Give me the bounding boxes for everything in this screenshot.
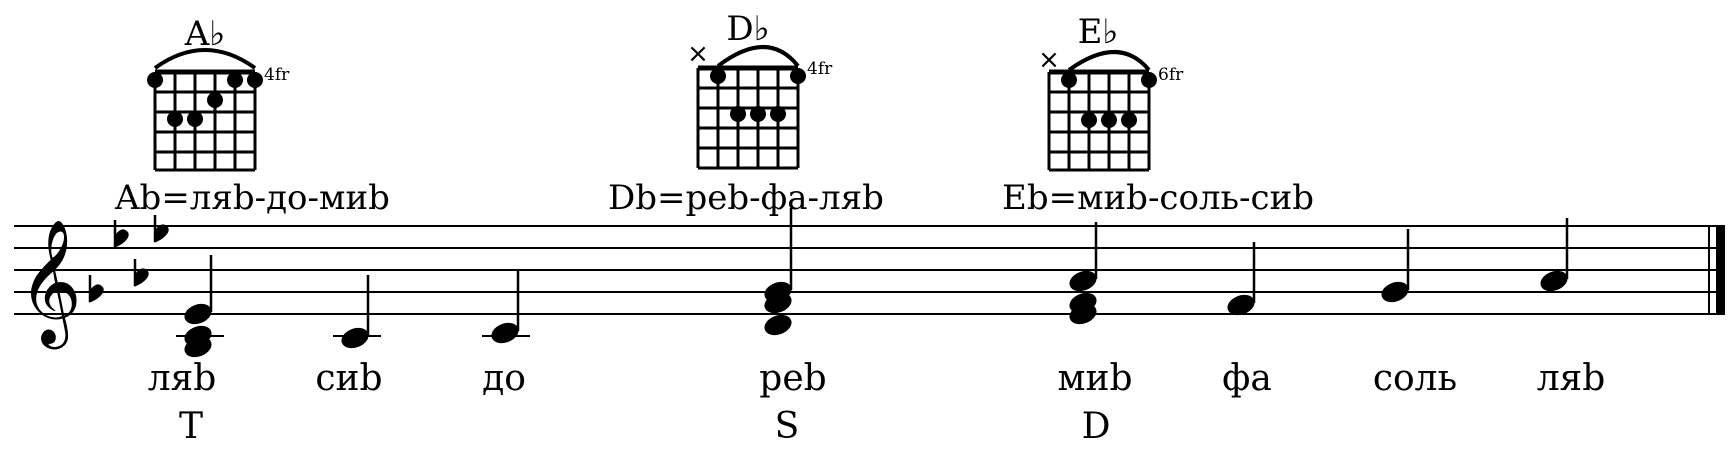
chord-name: D♭ bbox=[726, 9, 770, 49]
note-name: фа bbox=[1222, 358, 1272, 399]
chord-diagram-ab bbox=[147, 14, 290, 170]
fret-label: 6fr bbox=[1158, 65, 1184, 85]
chord-name: E♭ bbox=[1077, 12, 1119, 52]
barre-arc bbox=[718, 47, 798, 66]
function-subdominant: S bbox=[774, 406, 800, 447]
note-name: миb bbox=[1057, 358, 1133, 399]
chord-formula-db: Db=реb-фа-ляb bbox=[608, 178, 884, 218]
key-signature-flats-icon bbox=[90, 215, 168, 302]
chord-formula-eb: Eb=миb-соль-сиb bbox=[1002, 178, 1315, 218]
mute-marker: × bbox=[687, 39, 709, 69]
note-name: ляb bbox=[147, 358, 217, 399]
note-g bbox=[1379, 229, 1412, 306]
note-chord-db bbox=[762, 208, 795, 339]
harmonic-functions bbox=[179, 406, 1110, 447]
chord-formula-ab: Ab=ляb-до-миb bbox=[115, 178, 390, 218]
note-c bbox=[489, 270, 522, 347]
treble-clef-icon: 𝄞 bbox=[18, 219, 82, 344]
note-name: соль bbox=[1372, 358, 1458, 399]
note-names bbox=[148, 358, 1606, 399]
note-ab bbox=[1538, 218, 1571, 295]
note-name: реb bbox=[759, 358, 827, 399]
note-name: до bbox=[482, 358, 526, 399]
mute-marker: × bbox=[1038, 45, 1060, 75]
note-f bbox=[1225, 242, 1258, 319]
fret-label: 4fr bbox=[264, 65, 290, 85]
barre-arc bbox=[1069, 52, 1149, 70]
chord-diagram-db bbox=[687, 9, 833, 168]
note-chord-eb bbox=[1067, 222, 1100, 328]
chord-name: A♭ bbox=[184, 14, 226, 54]
function-tonic: T bbox=[178, 406, 204, 447]
chord-diagram-eb bbox=[1038, 12, 1184, 170]
function-dominant: D bbox=[1081, 406, 1111, 447]
finger-dots bbox=[147, 72, 263, 127]
note-name: сиb bbox=[315, 358, 383, 399]
staff bbox=[14, 226, 1725, 314]
fret-label: 4fr bbox=[807, 59, 833, 79]
note-name: ляb bbox=[1536, 358, 1606, 399]
